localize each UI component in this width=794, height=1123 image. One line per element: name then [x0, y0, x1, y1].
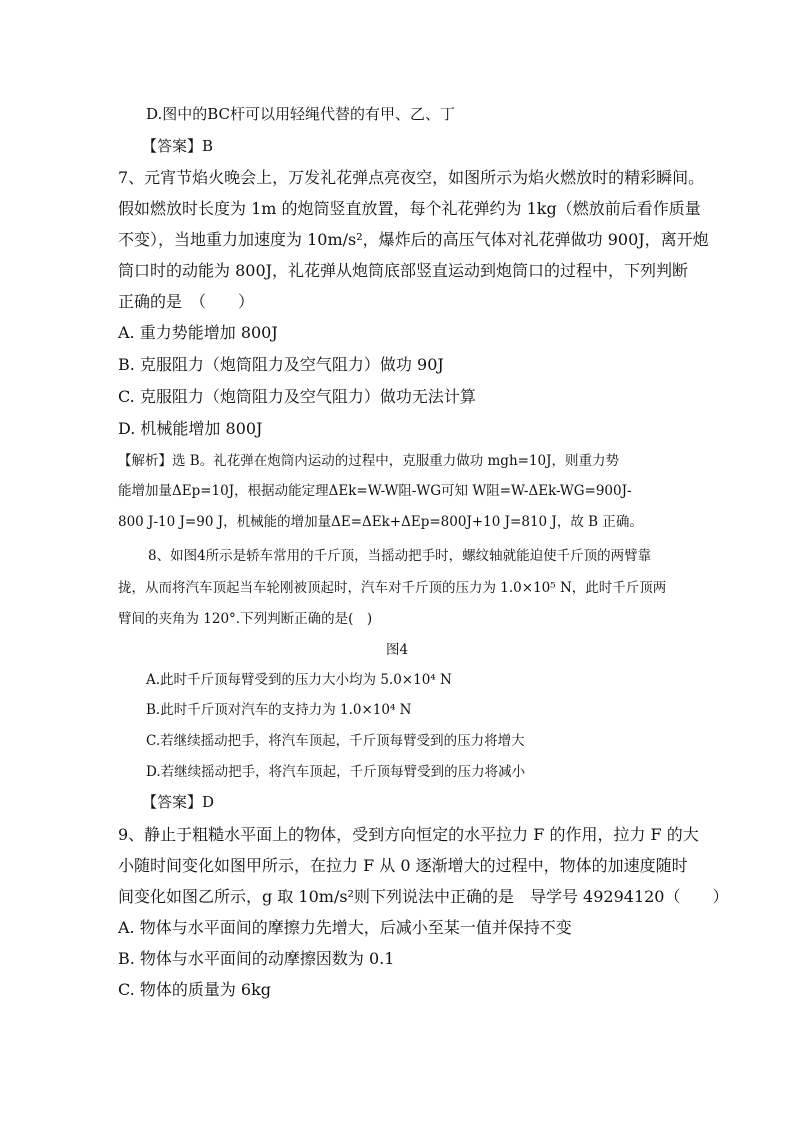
analysis-line: 800 J-10 J=90 J，机械能的增加量ΔE=ΔEk+ΔEp=800J+10 J=810 J，故 B 正确。: [118, 514, 643, 530]
q8-line: 臂间的夹角为 120°.下列判断正确的是( ): [118, 611, 373, 627]
q8-option-a: A.此时千斤顶每臂受到的压力大小均为 5.0×10⁴ N: [146, 672, 452, 688]
q9-option-a: A. 物体与水平面间的摩擦力先增大，后减小至某一值并保持不变: [118, 918, 572, 937]
q7-option-b: B. 克服阻力（炮筒阻力及空气阻力）做功 90J: [118, 355, 444, 374]
q7-option-d: D. 机械能增加 800J: [118, 419, 263, 438]
q8-answer: 【答案】D: [142, 793, 215, 811]
q9-line: 间变化如图乙所示，g 取 10m/s²则下列说法中正确的是 导学号 49294120（ ）: [118, 887, 729, 906]
analysis-line: 能增加量ΔEp=10J，根据动能定理ΔEk=W-W阻-WG可知 W阻=W-ΔEk-WG=900J-: [118, 483, 632, 499]
q7-option-a: A. 重力势能增加 800J: [118, 323, 278, 342]
q7-line: 7、元宵节焰火晚会上，万发礼花弹点亮夜空，如图所示为焰火燃放时的精彩瞬间。: [118, 168, 705, 187]
q7-line: 正确的是 （ ）: [118, 292, 255, 311]
q7-option-c: C. 克服阻力（炮筒阻力及空气阻力）做功无法计算: [118, 387, 476, 406]
q7-line: 假如燃放时长度为 1m 的炮筒竖直放置，每个礼花弹约为 1kg（燃放前后看作质量: [118, 199, 701, 218]
q6-option-d: D.图中的BC杆可以用轻绳代替的有甲、乙、丁: [146, 105, 456, 123]
figure-caption: 图4: [385, 642, 409, 658]
q8-option-d: D.若继续摇动把手，将汽车顶起，千斤顶每臂受到的压力将减小: [146, 764, 526, 780]
q8-line: 拢，从而将汽车顶起当车轮刚被顶起时，汽车对千斤顶的压力为 1.0×10⁵ N，此时千斤顶两: [118, 580, 667, 596]
q9-option-c: C. 物体的质量为 6kg: [118, 980, 272, 999]
q6-answer: 【答案】B: [142, 137, 214, 155]
q8-option-b: B.此时千斤顶对汽车的支持力为 1.0×10⁴ N: [146, 702, 412, 718]
q9-option-b: B. 物体与水平面间的动摩擦因数为 0.1: [118, 949, 395, 968]
q8-line: 8、如图4所示是轿车常用的千斤顶，当摇动把手时，螺纹轴就能迫使千斤顶的两臂靠: [148, 548, 652, 564]
q9-line: 9、静止于粗糙水平面上的物体，受到方向恒定的水平拉力 F 的作用，拉力 F 的大: [118, 825, 699, 844]
q7-line: 筒口时的动能为 800J，礼花弹从炮筒底部竖直运动到炮筒口的过程中，下列判断: [118, 261, 689, 280]
q7-line: 不变），当地重力加速度为 10m/s²，爆炸后的高压气体对礼花弹做功 900J，离开炮: [118, 230, 709, 249]
analysis-line: 【解析】选 B。礼花弹在炮筒内运动的过程中，克服重力做功 mgh=10J，则重力势: [118, 453, 620, 469]
q9-line: 小随时间变化如图甲所示，在拉力 F 从 0 逐渐增大的过程中，物体的加速度随时: [118, 856, 688, 875]
q8-option-c: C.若继续摇动把手，将汽车顶起，千斤顶每臂受到的压力将增大: [146, 733, 525, 749]
